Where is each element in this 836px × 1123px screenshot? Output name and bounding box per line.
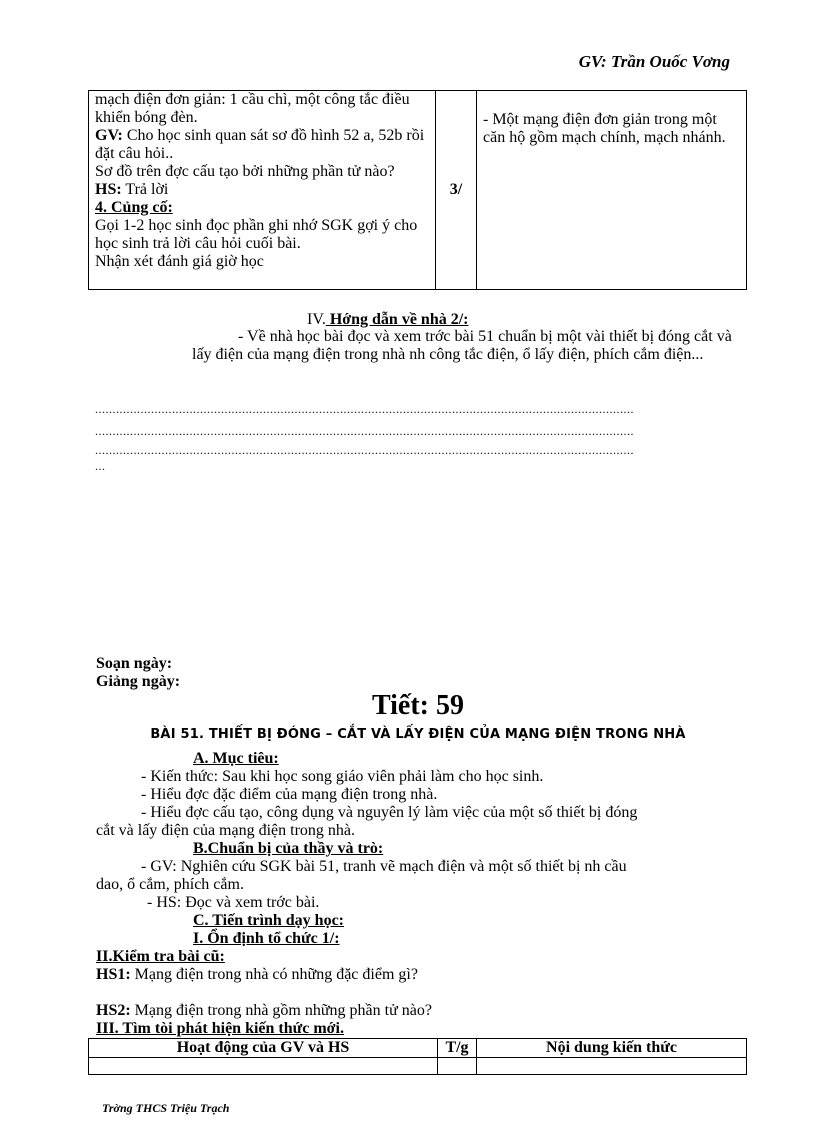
content-column <box>477 91 747 290</box>
activity-line: 4. Củng cố: <box>95 199 173 216</box>
homework-paragraph: - Về nhà học bài đọc và xem trớc bài 51 chuẩn bị một vài thiết bị đóng cắt và lấy điện của mạng điện trong nhà nh công tắc điện, ổ lấy điện, phích cắm điện... <box>192 328 732 363</box>
time-column: 3/ <box>436 91 477 290</box>
activity-line: Sơ đồ trên đợc cấu tạo bởi những phần tử nào? <box>95 163 395 180</box>
activity-line: mạch điện đơn giản: 1 cầu chì, một công tắc điều khiển bóng đèn. <box>95 91 410 126</box>
preparation-item: dao, ổ cắm, phích cắm. <box>96 876 244 893</box>
dotted-line: .......................................................................................................................................................... <box>95 443 634 457</box>
header-time: T/g <box>438 1039 477 1058</box>
dotted-line: .......................................................................................................................................................... <box>95 402 634 416</box>
header-activity: Hoạt động của GV và HS <box>89 1039 438 1058</box>
activity-column <box>89 91 436 290</box>
lesson-table-bottom <box>88 1038 747 1075</box>
section-4-heading: IV. Hớng dẫn về nhà 2/: <box>307 311 469 328</box>
activity-line: GV: Cho học sinh quan sát sơ đồ hình 52 a, 52b rồi đặt câu hỏi.. <box>95 127 425 162</box>
review-heading: II.Kiểm tra bài cũ: <box>96 948 225 965</box>
header-content: Nội dung kiến thức <box>477 1039 747 1058</box>
process-heading: C. Tiến trình dạy học: <box>193 912 344 929</box>
objectives-heading: A. Mục tiêu: <box>193 750 279 767</box>
empty-cell <box>477 1058 747 1075</box>
objective-item: - Kiến thức: Sau khi học song giáo viên phải làm cho học sinh. <box>141 768 544 785</box>
preparation-item: - HS: Đọc và xem trớc bài. <box>147 894 320 911</box>
content-text: - Một mạng điện đơn giản trong một căn hộ gồm mạch chính, mạch nhánh. <box>483 111 726 146</box>
activity-line: Nhận xét đánh giá giờ học <box>95 253 264 270</box>
empty-cell <box>438 1058 477 1075</box>
giang-ngay: Giảng ngày: <box>96 673 181 690</box>
preparation-item: - GV: Nghiên cứu SGK bài 51, tranh vẽ mạch điện và một số thiết bị nh cầu <box>141 858 627 875</box>
lesson-title: BÀI 51. THIẾT BỊ ĐÓNG – CẮT VÀ LẤY ĐIỆN CỦA MẠNG ĐIỆN TRONG NHÀ <box>150 727 686 742</box>
preparation-heading: B.Chuẩn bị của thầy và trò: <box>193 840 384 857</box>
review-hs1: HS1: Mạng điện trong nhà có những đặc điểm gì? <box>96 966 418 983</box>
review-hs2: HS2: Mạng điện trong nhà gồm những phần tử nào? <box>96 1002 432 1019</box>
soan-ngay: Soạn ngày: <box>96 655 173 672</box>
school-footer: Trờng THCS Triệu Trạch <box>102 1101 230 1115</box>
activity-line: HS: Trả lời <box>95 181 169 198</box>
objective-item: cắt và lấy điện của mạng điện trong nhà. <box>96 822 356 839</box>
dotted-line: .......................................................................................................................................................... <box>95 424 634 438</box>
objective-item: - Hiểu đợc đặc điểm của mạng điện trong nhà. <box>141 786 438 803</box>
objective-item: - Hiểu đợc cấu tạo, công dụng và nguyên lý làm việc của một số thiết bị đóng <box>141 804 638 821</box>
page-title: Tiết: 59 <box>371 690 465 721</box>
lesson-table-top <box>88 90 747 290</box>
discovery-heading: III. Tìm tòi phát hiện kiến thức mới. <box>96 1020 344 1037</box>
process-sub: I. Ổn định tổ chức 1/: <box>193 930 340 947</box>
activity-line: Gọi 1-2 học sinh đọc phần ghi nhớ SGK gợi ý cho học sinh trả lời câu hỏi cuối bài. <box>95 217 418 252</box>
dotted-line-short: ... <box>95 459 106 473</box>
empty-cell <box>89 1058 438 1075</box>
teacher-name: GV: Trần Ouốc Vơng <box>578 52 730 71</box>
